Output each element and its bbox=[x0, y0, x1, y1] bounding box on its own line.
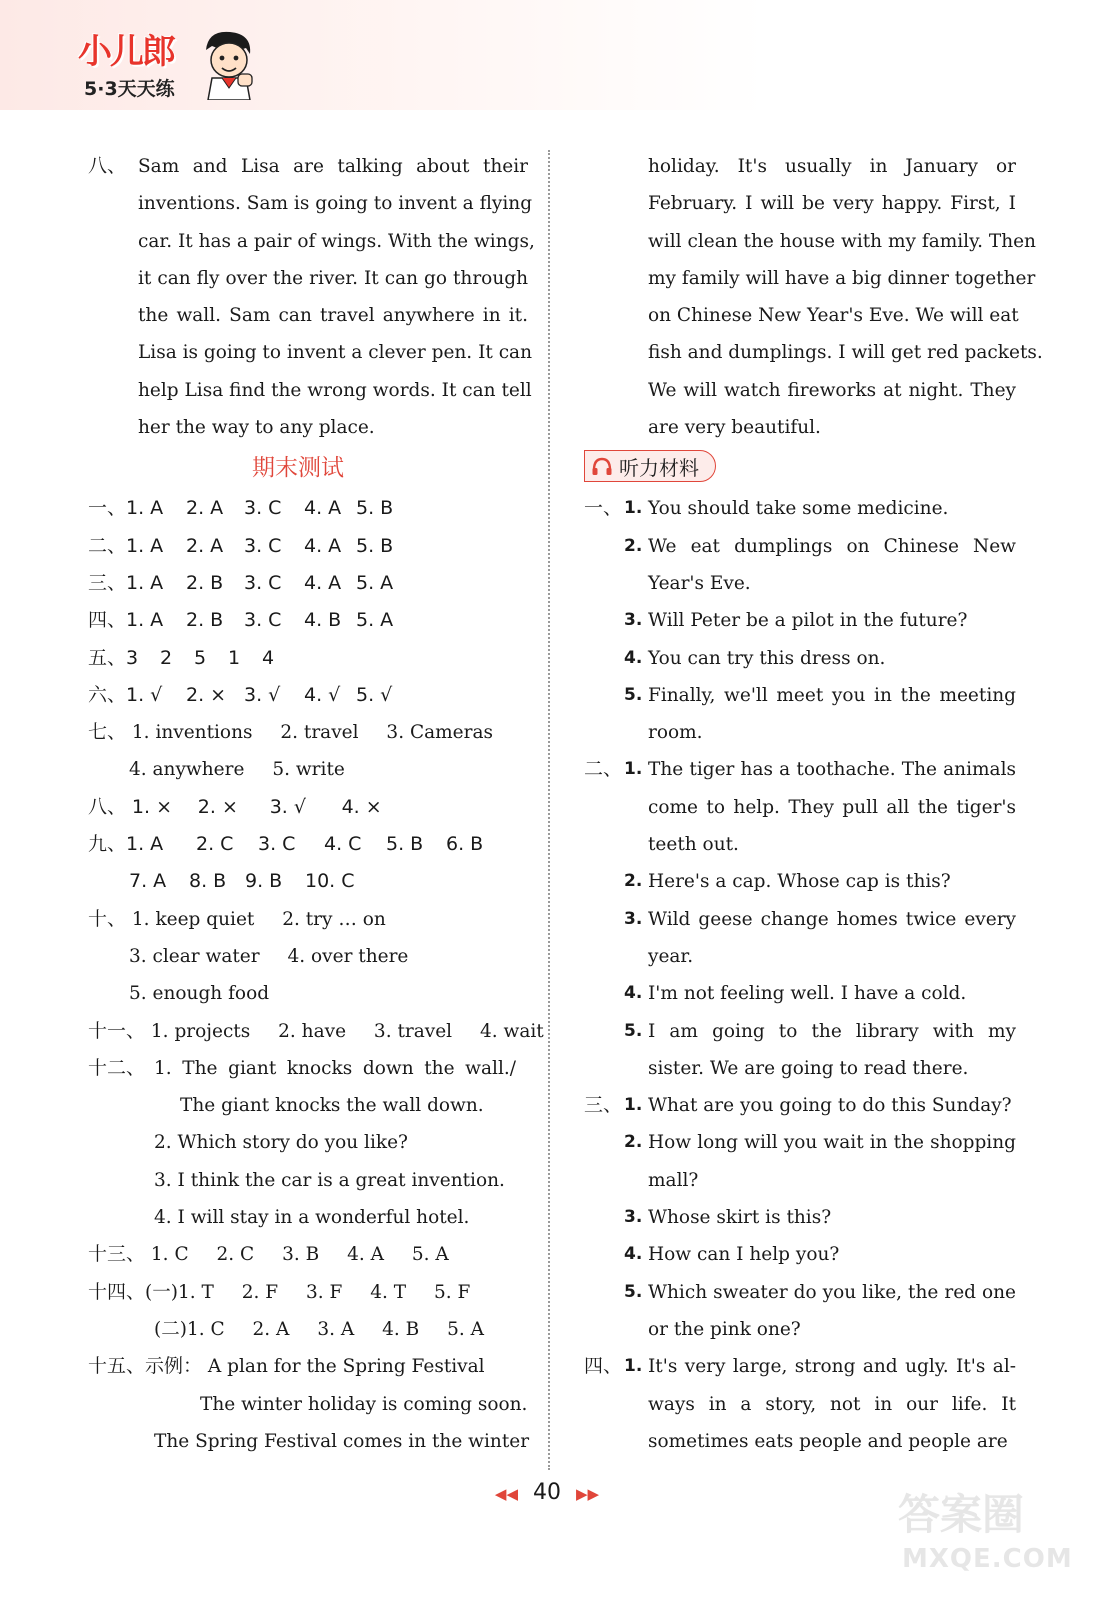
answer-marker: 六、 bbox=[88, 683, 127, 706]
answer-marker: 七、 bbox=[88, 721, 127, 744]
answer-item: 6. B bbox=[446, 833, 484, 856]
passage-line: February. I will be very happy. First, I bbox=[648, 193, 1016, 215]
answer-marker: 二、 bbox=[88, 534, 127, 557]
answer-item: 5. √ bbox=[356, 683, 393, 706]
listening-text: You can try this dress on. bbox=[648, 647, 886, 669]
answer-item: 3. travel bbox=[373, 1020, 453, 1042]
answer-row-8 bbox=[88, 789, 528, 826]
answer-item: 1. inventions bbox=[131, 722, 253, 744]
answer-item: 5 bbox=[194, 646, 207, 669]
answer-item: 3. C bbox=[244, 534, 282, 557]
answer-marker: 三、 bbox=[88, 571, 127, 594]
listening-text: room. bbox=[648, 722, 703, 744]
answer-text: The Spring Festival comes in the winter bbox=[154, 1430, 530, 1452]
listening-item bbox=[584, 1348, 1016, 1385]
answer-item: 3 bbox=[126, 646, 139, 669]
listening-item bbox=[584, 1236, 1016, 1273]
answer-item: 3. A bbox=[317, 1318, 355, 1340]
listening-number: 3. bbox=[624, 610, 643, 631]
answer-text: 3. I think the car is a great invention. bbox=[154, 1169, 505, 1191]
answer-item: 5. B bbox=[356, 497, 394, 520]
answer-item: 1. A bbox=[126, 833, 164, 856]
answer-item: 5. write bbox=[272, 759, 345, 781]
listening-text: teeth out. bbox=[648, 834, 739, 856]
listening-item bbox=[584, 1199, 1016, 1236]
listening-text: sister. We are going to read there. bbox=[648, 1057, 969, 1079]
answer-marker: 九、 bbox=[88, 833, 127, 856]
answer-item: 3. C bbox=[244, 609, 282, 632]
listening-item bbox=[584, 863, 1016, 900]
answer-row bbox=[88, 490, 528, 527]
listening-item bbox=[584, 1124, 1016, 1161]
passage-marker: 八、 bbox=[88, 155, 127, 177]
listening-number: 4. bbox=[624, 983, 643, 1004]
answer-item: 1. T bbox=[177, 1281, 214, 1303]
answer-item: 4. × bbox=[341, 795, 382, 818]
listening-item-cont bbox=[584, 714, 1016, 751]
listening-text: Whose skirt is this? bbox=[648, 1207, 832, 1229]
answer-item: 1. A bbox=[126, 571, 164, 594]
answer-row-9-cont bbox=[88, 863, 528, 900]
answer-item: 2. C bbox=[196, 833, 234, 856]
answer-item: 3. C bbox=[244, 571, 282, 594]
answer-item: 5. B bbox=[356, 534, 394, 557]
answer-row-14-cont bbox=[88, 1311, 528, 1348]
passage-line: on Chinese New Year's Eve. We will eat bbox=[648, 305, 1019, 327]
answer-row-10-cont bbox=[88, 938, 528, 975]
watermark bbox=[898, 1482, 1078, 1592]
answer-item: 7. A bbox=[129, 870, 167, 893]
answer-marker: 十二、 bbox=[88, 1056, 146, 1079]
listening-text: sometimes eats people and people are bbox=[648, 1430, 1008, 1452]
answer-row-10-cont: 5. enough food bbox=[129, 983, 270, 1005]
listening-number: 1. bbox=[624, 1356, 643, 1377]
answer-marker: 十五、 bbox=[88, 1355, 146, 1378]
answer-row-15 bbox=[88, 1348, 528, 1385]
answer-marker: 十三、 bbox=[88, 1243, 146, 1266]
right-column bbox=[584, 148, 1043, 1460]
listening-header bbox=[584, 446, 1016, 490]
passage-line: inventions. Sam is going to invent a flying bbox=[138, 193, 533, 215]
listening-item-cont bbox=[584, 1386, 1016, 1423]
listening-item bbox=[584, 490, 1016, 527]
listening-number: 3. bbox=[624, 1207, 643, 1228]
answer-item: 2. A bbox=[186, 497, 224, 520]
listening-item bbox=[584, 602, 1016, 639]
answer-item: 4. T bbox=[370, 1281, 407, 1303]
answer-marker: 十四、 bbox=[88, 1280, 146, 1303]
answer-item: 1 bbox=[228, 646, 241, 669]
listening-text: Year's Eve. bbox=[648, 572, 751, 594]
answer-item: 2. B bbox=[186, 571, 224, 594]
passage-line: are very beautiful. bbox=[648, 417, 821, 439]
listening-item bbox=[584, 640, 1016, 677]
answer-item: 4. A bbox=[347, 1244, 384, 1266]
answer-item: 4. wait bbox=[479, 1020, 544, 1042]
listening-text: or the pink one? bbox=[648, 1318, 801, 1340]
answer-part-label: (二) bbox=[154, 1318, 187, 1340]
listening-text: year. bbox=[648, 945, 694, 967]
listening-number: 5. bbox=[624, 1281, 643, 1302]
listening-badge bbox=[584, 450, 716, 482]
next-arrows-icon: ▶▶ bbox=[576, 1485, 600, 1503]
answer-item: 2 bbox=[160, 646, 173, 669]
answer-text: The giant knocks the wall down. bbox=[180, 1095, 484, 1117]
answer-marker: 五、 bbox=[88, 646, 127, 669]
watermark-bottom: MXQE.COM bbox=[902, 1544, 1073, 1574]
listening-item bbox=[584, 975, 1016, 1012]
answer-row bbox=[88, 528, 528, 565]
answer-item: 2. × bbox=[186, 683, 227, 706]
listening-number: 2. bbox=[624, 1132, 643, 1153]
passage-line: We will watch fireworks at night. They bbox=[648, 379, 1016, 401]
answer-item: 5. A bbox=[356, 571, 394, 594]
answer-item: 5. A bbox=[447, 1318, 485, 1340]
answer-text: The winter holiday is coming soon. bbox=[200, 1393, 528, 1415]
answer-item: 1. projects bbox=[150, 1020, 251, 1042]
passage-line: Lisa is going to invent a clever pen. It can bbox=[138, 342, 533, 364]
answer-item: 2. try … on bbox=[282, 908, 386, 930]
listening-text: How long will you wait in the shopping bbox=[648, 1132, 1016, 1154]
answer-row bbox=[88, 640, 528, 677]
example-label: 示例： bbox=[145, 1355, 203, 1378]
answer-item: 4. anywhere bbox=[129, 759, 245, 781]
passage-block bbox=[88, 148, 535, 446]
answer-item: 9. B bbox=[245, 870, 283, 893]
listening-item-cont bbox=[584, 1162, 1016, 1199]
passage-line: fish and dumplings. I will get red packets. bbox=[648, 342, 1043, 364]
answer-row bbox=[88, 677, 528, 714]
answer-row-9 bbox=[88, 826, 528, 863]
column-divider bbox=[548, 150, 550, 1470]
listening-marker: 一、 bbox=[584, 497, 623, 520]
watermark-top: 答案圈 bbox=[898, 1490, 1025, 1539]
answer-item: 4. A bbox=[304, 497, 342, 520]
listening-item bbox=[584, 1087, 1016, 1124]
answer-marker: 八、 bbox=[88, 795, 127, 818]
listening-item-cont bbox=[584, 1050, 1016, 1087]
answer-item: 2. F bbox=[241, 1281, 279, 1303]
passage-line: holiday. It's usually in January or bbox=[648, 156, 1016, 177]
listening-text: Wild geese change homes twice every bbox=[648, 908, 1016, 930]
listening-item bbox=[584, 751, 1016, 788]
answer-item: 3. F bbox=[305, 1281, 343, 1303]
answer-item: 5. B bbox=[386, 833, 424, 856]
page-number: 40 bbox=[533, 1480, 561, 1505]
answer-item: 4. √ bbox=[304, 683, 341, 706]
answer-item: 1. C bbox=[150, 1244, 189, 1266]
listening-item-cont bbox=[584, 826, 1016, 863]
answer-item: 3. B bbox=[282, 1244, 320, 1266]
listening-item-cont bbox=[584, 1423, 1016, 1460]
answer-item: 10. C bbox=[305, 870, 355, 893]
listening-marker: 三、 bbox=[584, 1094, 623, 1117]
answer-item: 2. travel bbox=[280, 722, 359, 744]
answer-item: 4 bbox=[262, 646, 275, 669]
listening-item bbox=[584, 901, 1016, 938]
listening-item bbox=[584, 1274, 1016, 1311]
listening-list bbox=[584, 490, 1016, 1460]
listening-text: Here's a cap. Whose cap is this? bbox=[648, 871, 951, 893]
listening-number: 5. bbox=[624, 684, 643, 705]
answer-row-10 bbox=[88, 901, 528, 938]
listening-number: 2. bbox=[624, 871, 643, 892]
listening-text: come to help. They pull all the tiger's bbox=[648, 796, 1016, 818]
answer-item: 4. A bbox=[304, 571, 342, 594]
answer-item: 4. B bbox=[304, 609, 342, 632]
answer-list bbox=[88, 490, 528, 714]
headphones-icon bbox=[591, 456, 613, 476]
listening-badge-label: 听力材料 bbox=[619, 455, 699, 480]
answer-item: 4. over there bbox=[287, 945, 409, 967]
listening-text: mall? bbox=[648, 1169, 699, 1191]
answer-row-12 bbox=[88, 1050, 528, 1087]
listening-marker: 二、 bbox=[584, 758, 623, 781]
answer-item: 5. A bbox=[356, 609, 394, 632]
answer-row-7-cont bbox=[88, 751, 528, 788]
brand-series: 5·3天天练 bbox=[84, 78, 175, 100]
listening-item bbox=[584, 677, 1016, 714]
passage-line: the wall. Sam can travel anywhere in it. bbox=[138, 305, 528, 327]
answer-marker: 一、 bbox=[88, 497, 127, 520]
answer-item: 4. C bbox=[324, 833, 362, 856]
answer-part-label: (一) bbox=[145, 1281, 178, 1303]
listening-text: Which sweater do you like, the red one bbox=[648, 1281, 1016, 1303]
prev-arrows-icon: ◀◀ bbox=[494, 1485, 518, 1503]
listening-number: 1. bbox=[624, 498, 643, 519]
answer-item: 2. C bbox=[216, 1244, 255, 1266]
answer-item: 3. √ bbox=[269, 795, 306, 818]
listening-item bbox=[584, 528, 1016, 565]
listening-number: 2. bbox=[624, 535, 643, 556]
answer-row-13 bbox=[88, 1236, 528, 1273]
answer-item: 4. A bbox=[304, 534, 342, 557]
passage-line: her the way to any place. bbox=[138, 417, 375, 439]
listening-item-cont bbox=[584, 789, 1016, 826]
answer-item: 2. A bbox=[186, 534, 224, 557]
listening-item-cont bbox=[584, 938, 1016, 975]
answer-row bbox=[88, 565, 528, 602]
listening-text: What are you going to do this Sunday? bbox=[648, 1095, 1012, 1117]
passage-line: will clean the house with my family. Then bbox=[648, 230, 1036, 252]
listening-number: 1. bbox=[624, 759, 643, 780]
answer-item: 3. Cameras bbox=[386, 722, 493, 744]
answer-item: 3. C bbox=[244, 497, 282, 520]
answer-item: 8. B bbox=[189, 870, 227, 893]
listening-number: 3. bbox=[624, 908, 643, 929]
listening-text: You should take some medicine. bbox=[648, 498, 949, 520]
passage-line: car. It has a pair of wings. With the wings, bbox=[138, 230, 535, 252]
passage-line: my family will have a big dinner together bbox=[648, 267, 1036, 289]
listening-number: 4. bbox=[624, 647, 643, 668]
listening-number: 4. bbox=[624, 1244, 643, 1265]
passage-text: Sam and Lisa are talking about their bbox=[138, 156, 528, 177]
passage-line: it can fly over the river. It can go through bbox=[138, 267, 528, 289]
answer-item: 4. B bbox=[382, 1318, 420, 1340]
answer-item: 1. keep quiet bbox=[131, 908, 255, 930]
answer-item: 3. √ bbox=[244, 683, 281, 706]
listening-item bbox=[584, 1013, 1016, 1050]
answer-marker: 四、 bbox=[88, 609, 127, 632]
listening-text: It's very large, strong and ugly. It's al- bbox=[648, 1356, 1016, 1378]
answer-item: 5. A bbox=[411, 1244, 449, 1266]
listening-number: 5. bbox=[624, 1020, 643, 1041]
listening-text: ways in a story, not in our life. It bbox=[648, 1393, 1016, 1415]
answer-marker: 十、 bbox=[88, 907, 127, 930]
brand-title: 小儿郎 bbox=[78, 32, 174, 72]
mascot-boy-icon bbox=[200, 28, 256, 100]
answer-text: A plan for the Spring Festival bbox=[207, 1356, 485, 1378]
answer-item: 1. × bbox=[131, 795, 172, 818]
answer-item: 1. A bbox=[126, 497, 164, 520]
answer-item: 3. C bbox=[258, 833, 296, 856]
answer-row bbox=[88, 602, 528, 639]
answer-text: 4. I will stay in a wonderful hotel. bbox=[154, 1207, 470, 1229]
listening-text: How can I help you? bbox=[648, 1244, 840, 1266]
answer-item: 1. √ bbox=[126, 683, 163, 706]
listening-text: The tiger has a toothache. The animals bbox=[648, 759, 1016, 781]
section-title: 期末测试 bbox=[252, 455, 344, 482]
answer-text: 2. Which story do you like? bbox=[154, 1132, 408, 1154]
listening-item-cont bbox=[584, 565, 1016, 602]
listening-number: 1. bbox=[624, 1095, 643, 1116]
answer-row-14 bbox=[88, 1274, 528, 1311]
answer-item: 2. × bbox=[197, 795, 238, 818]
listening-marker: 四、 bbox=[584, 1355, 623, 1378]
answer-row-7 bbox=[88, 714, 528, 751]
listening-text: We eat dumplings on Chinese New bbox=[648, 535, 1016, 557]
answer-item: 2. B bbox=[186, 609, 224, 632]
answer-row-11 bbox=[88, 1013, 544, 1050]
answer-text: 1. The giant knocks down the wall./ bbox=[154, 1057, 516, 1079]
listening-text: I am going to the library with my bbox=[648, 1020, 1016, 1042]
passage-line: help Lisa find the wrong words. It can tell bbox=[138, 379, 532, 401]
answer-item: 2. have bbox=[278, 1020, 347, 1042]
answer-item: 3. clear water bbox=[129, 945, 260, 967]
listening-item-cont bbox=[584, 1311, 1016, 1348]
passage-line bbox=[88, 148, 528, 185]
listening-text: I'm not feeling well. I have a cold. bbox=[648, 983, 967, 1005]
listening-text: Finally, we'll meet you in the meeting bbox=[648, 684, 1016, 706]
answer-item: 5. F bbox=[434, 1281, 471, 1303]
answer-item: 1. A bbox=[126, 534, 164, 557]
answer-marker: 十一、 bbox=[88, 1019, 146, 1042]
answer-item: 2. A bbox=[252, 1318, 290, 1340]
left-column bbox=[88, 148, 544, 1460]
listening-text: Will Peter be a pilot in the future? bbox=[648, 610, 968, 632]
answer-item: 1. A bbox=[126, 609, 164, 632]
answer-item: 1. C bbox=[186, 1318, 225, 1340]
